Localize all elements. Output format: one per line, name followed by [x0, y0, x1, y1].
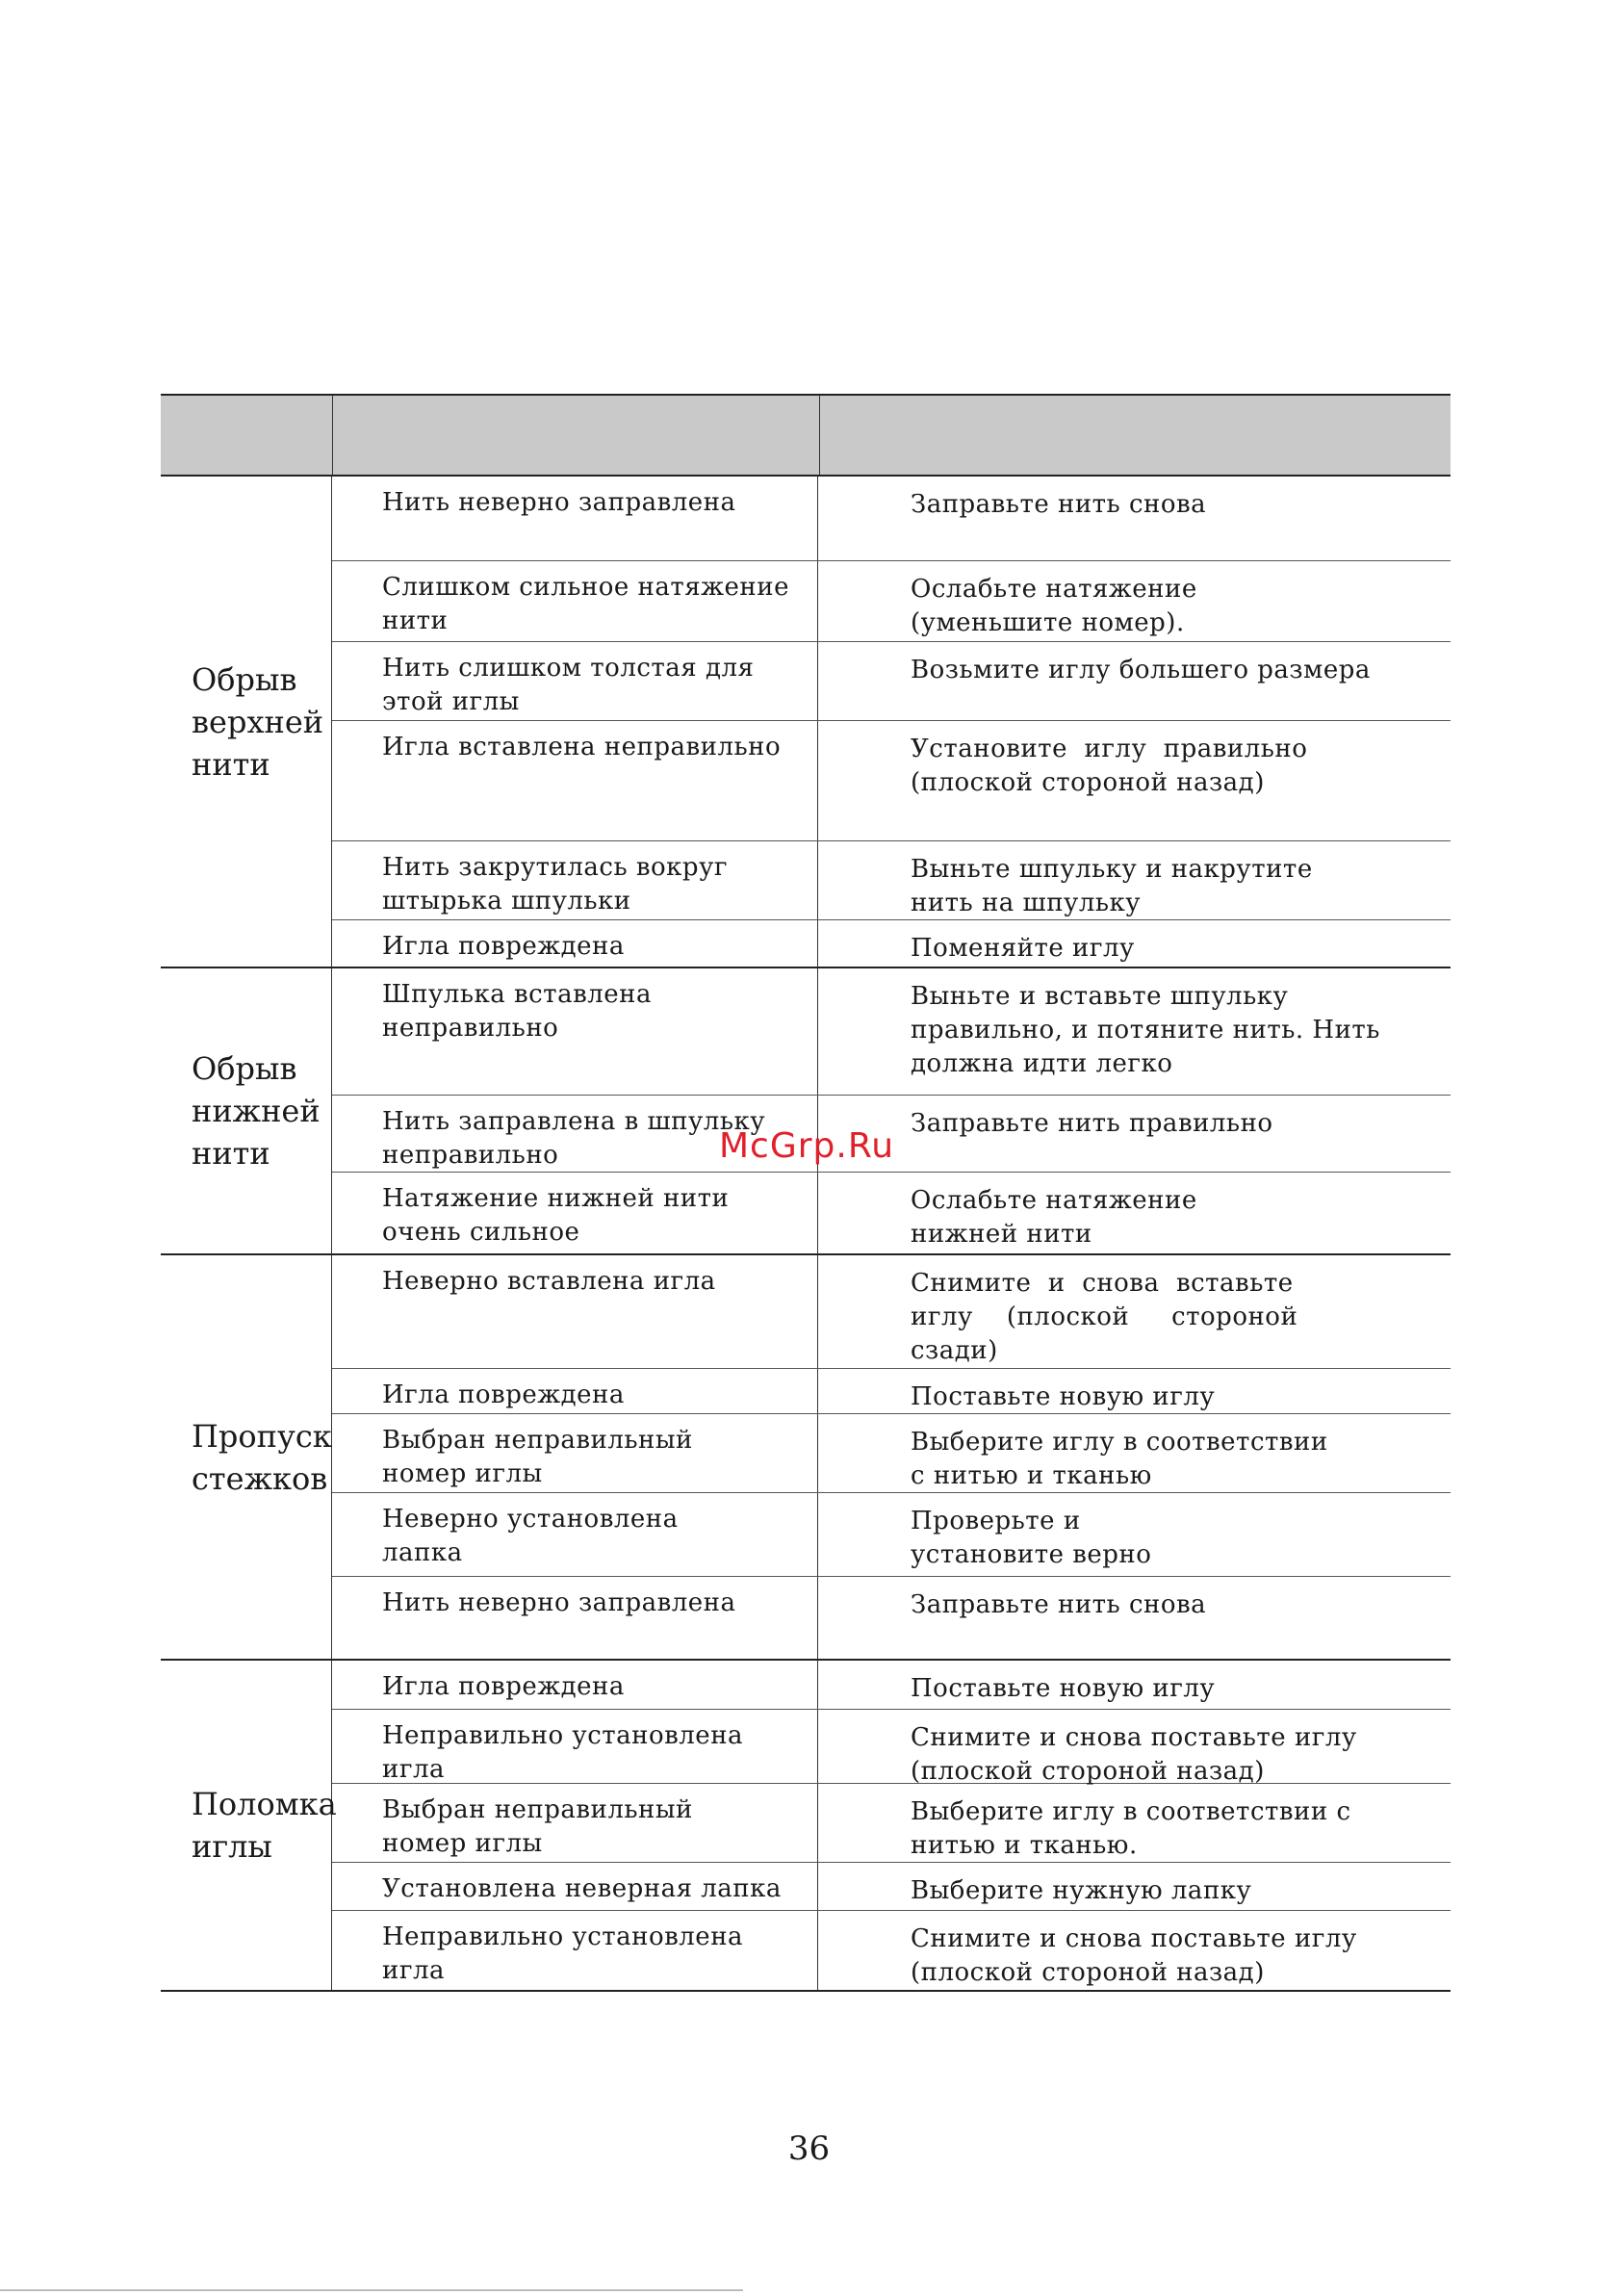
solution-cell: Проверьте и установите верно [911, 1507, 1152, 1569]
problem-label: Обрыв нижней нити [161, 968, 332, 1253]
table-row [332, 1369, 1451, 1414]
solution-cell: Снимите и снова поставьте иглу (плоской стороной назад) [911, 1723, 1357, 1786]
table-section [161, 1255, 1451, 1661]
table-row [332, 1577, 1451, 1659]
page-number: 36 [787, 2129, 831, 2168]
troubleshooting-table [161, 394, 1451, 1992]
cause-cell: Неправильно установлена игла [332, 1911, 818, 1990]
solution-cell: Выньте шпульку и накрутите нить на шпульку [911, 855, 1313, 917]
solution-cell: Ослабьте натяжение (уменьшите номер). [911, 575, 1197, 637]
table-row [332, 1414, 1451, 1493]
header-cell-problem [161, 396, 333, 475]
cause-cell: Неправильно установлена игла [332, 1710, 818, 1783]
problem-label: Поломка иглы [161, 1661, 332, 1990]
cause-cell: Установлена неверная лапка [332, 1863, 818, 1910]
table-section [161, 968, 1451, 1255]
table-row [332, 1661, 1451, 1710]
solution-cell: Возьмите иглу большего размера [911, 656, 1371, 684]
table-row [332, 1710, 1451, 1784]
table-row [332, 841, 1451, 920]
header-cell-solution [820, 396, 1451, 475]
cause-cell: Выбран неправильный номер иглы [332, 1414, 818, 1492]
table-row [332, 721, 1451, 841]
solution-cell: Выберите нужную лапку [911, 1876, 1252, 1905]
table-row [332, 642, 1451, 721]
cause-cell: Шпулька вставлена неправильно [332, 968, 818, 1095]
table-row [332, 1784, 1451, 1863]
table-row [332, 920, 1451, 967]
cause-cell: Игла повреждена [332, 920, 818, 967]
cause-cell: Игла повреждена [332, 1661, 818, 1709]
section-rows [332, 477, 1451, 967]
solution-cell: Выньте и вставьте шпульку правильно, и потяните нить. Нить должна идти легко [911, 982, 1380, 1078]
solution-cell: Выберите иглу в соответствии с нитью и тканью. [911, 1797, 1351, 1860]
footer-rule [0, 2289, 743, 2291]
solution-cell: Снимите и снова вставьте иглу (плоской стороной сзади) [911, 1269, 1298, 1365]
header-cell-cause [333, 396, 820, 475]
cause-cell: Нить закрутилась вокруг штырька шпульки [332, 841, 818, 919]
table-body [161, 477, 1451, 1992]
solution-cell: Поставьте новую иглу [911, 1382, 1216, 1411]
watermark: McGrp.Ru [719, 1126, 895, 1166]
cause-cell: Нить заправлена в шпульку неправильно [332, 1096, 818, 1172]
table-section [161, 477, 1451, 968]
problem-label: Обрыв верхней нити [161, 477, 332, 967]
solution-cell: Снимите и снова поставьте иглу (плоской стороной назад) [911, 1924, 1357, 1987]
section-rows [332, 1661, 1451, 1990]
solution-cell: Заправьте нить правильно [911, 1109, 1273, 1138]
table-row [332, 477, 1451, 561]
cause-cell: Натяжение нижней нити очень сильное [332, 1173, 818, 1253]
table-section [161, 1661, 1451, 1992]
cause-cell: Игла вставлена неправильно [332, 721, 818, 840]
cause-cell: Игла повреждена [332, 1369, 818, 1413]
table-row [332, 1493, 1451, 1577]
problem-label: Пропуск стежков [161, 1255, 332, 1659]
table-row [332, 1911, 1451, 1990]
solution-cell: Заправьте нить снова [911, 1590, 1207, 1619]
table-row [332, 561, 1451, 642]
table-header [161, 394, 1451, 477]
cause-cell: Нить слишком толстая для этой иглы [332, 642, 818, 720]
cause-cell: Неверно вставлена игла [332, 1255, 818, 1368]
solution-cell: Ослабьте натяжение нижней нити [911, 1186, 1197, 1249]
solution-cell: Установите иглу правильно (плоской стороной назад) [911, 735, 1308, 797]
table-row [332, 1255, 1451, 1369]
table-row [332, 1863, 1451, 1911]
section-rows [332, 968, 1451, 1253]
solution-cell: Заправьте нить снова [911, 490, 1207, 519]
cause-cell: Неверно установлена лапка [332, 1493, 818, 1576]
solution-cell: Поменяйте иглу [911, 934, 1135, 963]
cause-cell: Нить неверно заправлена [332, 477, 818, 560]
cause-cell: Нить неверно заправлена [332, 1577, 818, 1659]
cause-cell: Слишком сильное натяжение нити [332, 561, 818, 641]
table-row [332, 968, 1451, 1096]
cause-cell: Выбран неправильный номер иглы [332, 1784, 818, 1862]
solution-cell: Выберите иглу в соответствии с нитью и тканью [911, 1428, 1328, 1490]
solution-cell: Поставьте новую иглу [911, 1674, 1216, 1703]
section-rows [332, 1255, 1451, 1659]
table-row [332, 1173, 1451, 1253]
